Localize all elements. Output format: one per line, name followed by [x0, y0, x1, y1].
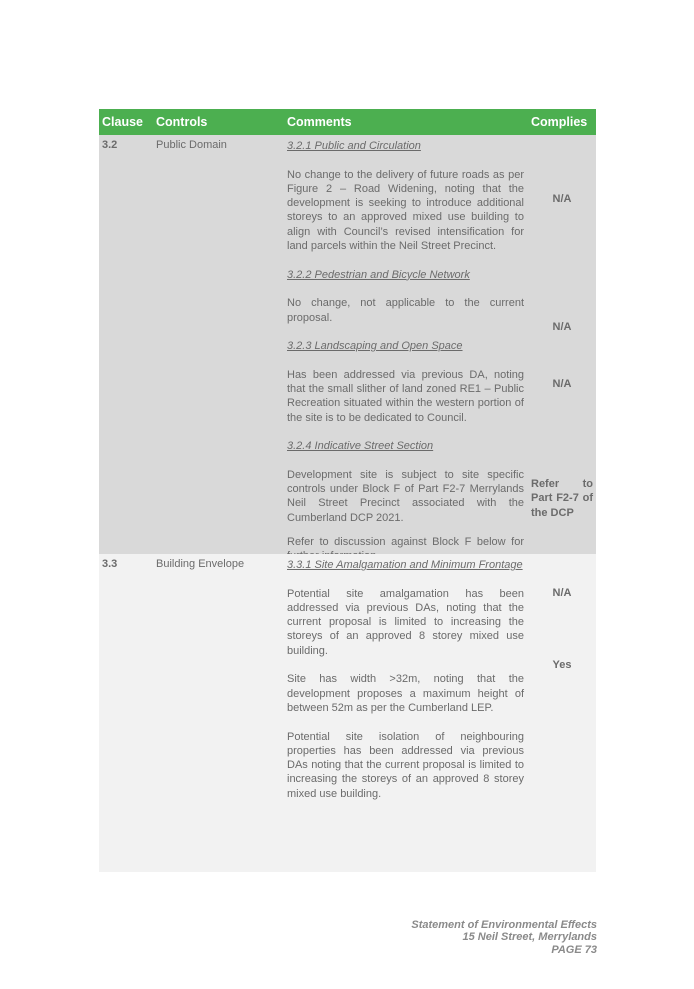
- complies-value: Refer to Part F2-7 of the DCP: [531, 478, 593, 519]
- footer-page-number: PAGE 73: [551, 943, 597, 956]
- footer-address: 15 Neil Street, Merrylands: [462, 931, 597, 944]
- subheading: 3.2.2 Pedestrian and Bicycle Network: [287, 268, 470, 281]
- clause-number: 3.3: [102, 558, 118, 570]
- table-row-3-3: [99, 554, 596, 872]
- header-controls: Controls: [156, 115, 208, 129]
- subheading: 3.2.4 Indicative Street Section: [287, 440, 434, 453]
- page-footer: [411, 919, 597, 956]
- complies-value: N/A: [552, 378, 572, 390]
- comment-paragraph: Site has width >32m, noting that the development proposes a maximum height of between 52m as per the Cumberland LEP.: [287, 673, 524, 714]
- subheading: 3.2.1 Public and Circulation: [287, 140, 421, 152]
- compliance-table: [99, 109, 596, 872]
- comments-cell: [287, 558, 524, 801]
- header-comments: Comments: [287, 115, 352, 129]
- subheading: 3.3.1 Site Amalgamation and Minimum Frontage: [287, 559, 523, 571]
- complies-value: N/A: [552, 587, 572, 599]
- comment-paragraph: Has been addressed via previous DA, noting that the small slither of land zoned RE1 – Public Recreation situated within the western portion of the site is to be dedicated to Council.: [287, 368, 524, 424]
- table-header: [99, 109, 596, 135]
- comment-paragraph: Development site is subject to site specific controls under Block F of Part F2-7 Merrylands Neil Street Precinct associated with the Cumberland DCP 2021.: [287, 468, 524, 524]
- complies-value: Yes: [552, 659, 572, 671]
- footer-document-title: Statement of Environmental Effects: [411, 919, 597, 931]
- table-row-3-2: [99, 135, 596, 554]
- comment-paragraph: No change to the delivery of future roads as per Figure 2 – Road Widening, noting that the development is seeking to introduce additional storeys to an approved mixed use building to align with Council’s revised intensification for land parcels within the Neil Street Precinct.: [287, 168, 524, 253]
- comments-cell: [287, 139, 524, 564]
- clause-number: 3.2: [102, 139, 118, 151]
- control-name: Building Envelope: [156, 558, 245, 570]
- complies-value: N/A: [552, 193, 572, 205]
- comment-paragraph: Potential site amalgamation has been addressed via previous DAs, noting that the current proposal is limited to increasing the storeys of an approved 8 storey mixed use building.: [287, 587, 524, 657]
- header-clause: Clause: [102, 115, 143, 129]
- control-name: Public Domain: [156, 139, 227, 151]
- comment-paragraph: Refer to discussion against Block F below for: [287, 536, 524, 549]
- comment-paragraph: No change, not applicable to the current proposal.: [287, 297, 524, 324]
- subheading: 3.2.3 Landscaping and Open Space: [287, 340, 463, 353]
- comment-paragraph: Potential site isolation of neighbouring properties has been addressed via previous DAs noting that the current proposal is limited to increasing the storeys of an approved 8 storey mixed use building.: [287, 730, 524, 800]
- header-complies: Complies: [531, 115, 588, 129]
- complies-value: N/A: [552, 321, 572, 333]
